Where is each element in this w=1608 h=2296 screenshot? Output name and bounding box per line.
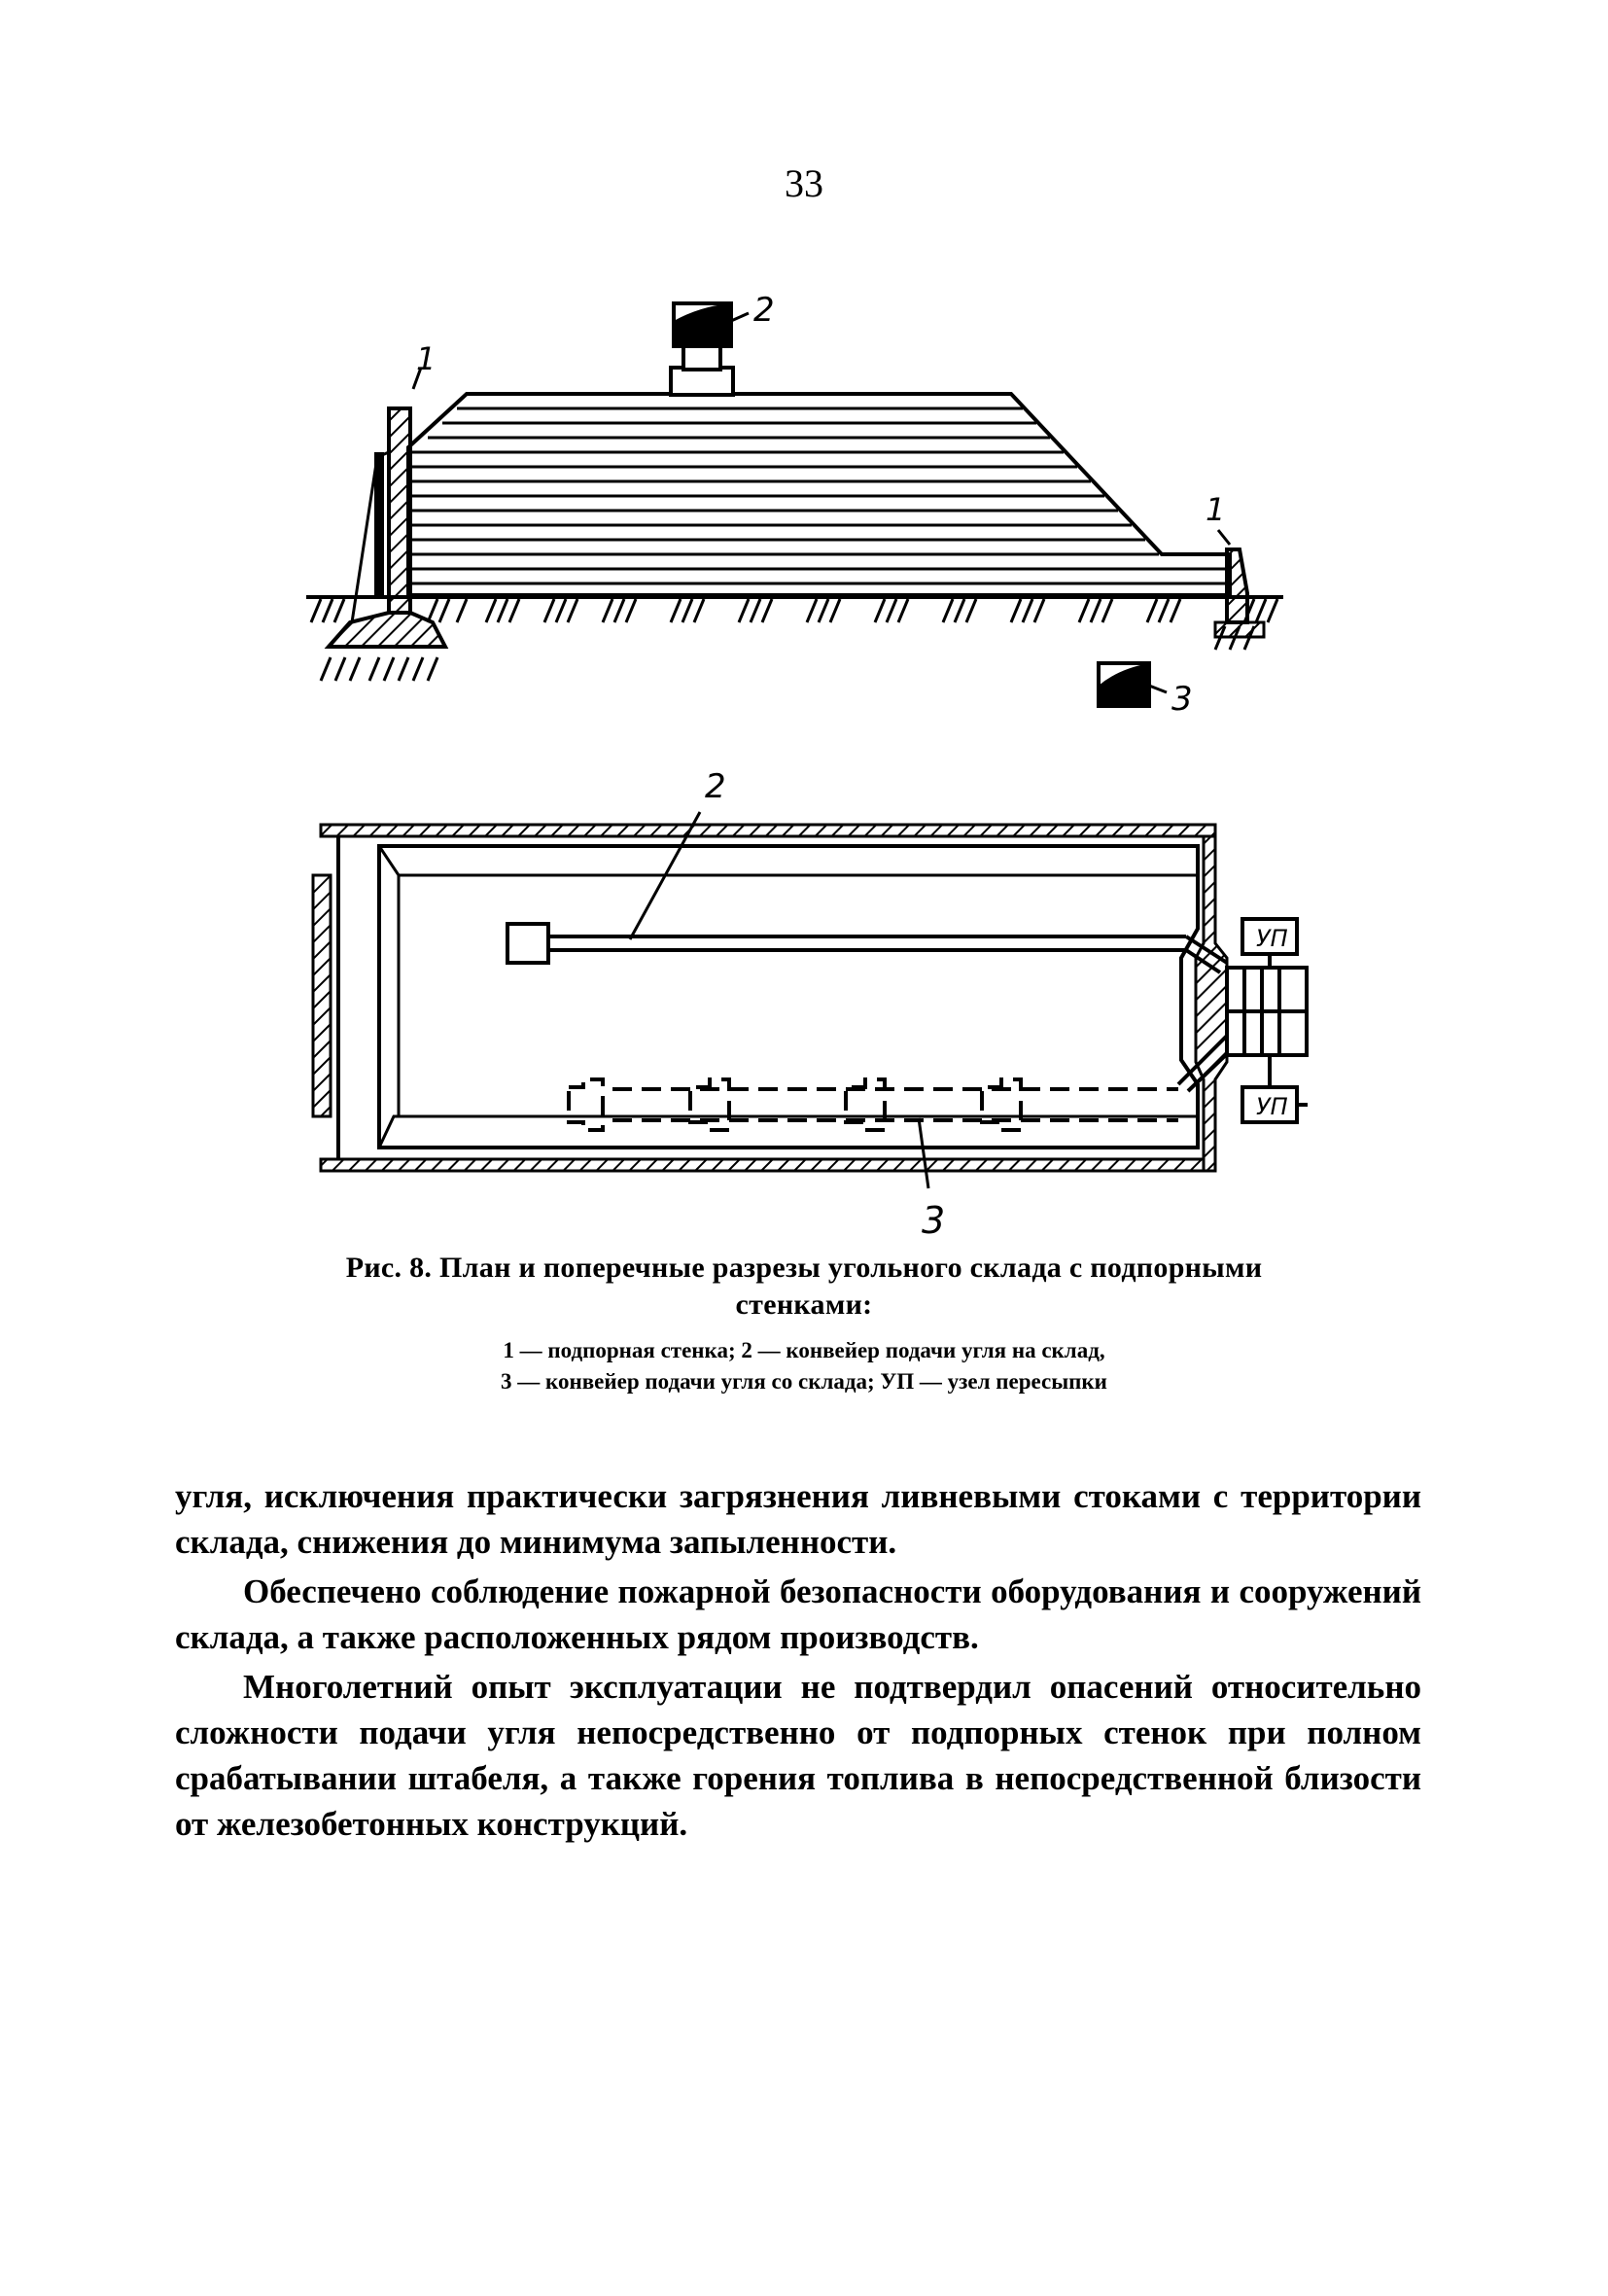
- paragraph-2: Обеспечено соблюдение пожарной безопасности оборудования и сооружений склада, а также расположенных рядом производств.: [175, 1572, 1421, 1656]
- plan-transfer-block: [1227, 968, 1307, 1055]
- right-retaining-wall: [1227, 549, 1247, 622]
- cross-section: [306, 291, 1283, 719]
- label-3-plan: 3: [922, 1199, 946, 1242]
- plan-left-gate: [313, 875, 331, 1116]
- paragraph-3: Многолетний опыт эксплуатации не подтвердил опасений относительно сложности подачи угля непосредственно от подпорных стенок при полном срабатывании штабеля, а также горения топлива в непосредственной близости от железобетонных конструкций.: [175, 1668, 1421, 1843]
- plan-top-wall: [321, 825, 1215, 836]
- left-wall-footing: [329, 613, 445, 647]
- label-3-section: 3: [1171, 680, 1193, 719]
- plan-pile-outline: [379, 846, 1198, 1148]
- plan-right-wall: [1196, 836, 1227, 1171]
- left-wall-stem: [389, 408, 410, 613]
- conveyor-support: [671, 368, 733, 395]
- caption-legend: [292, 1335, 1316, 1397]
- label-2-plan: 2: [705, 767, 726, 806]
- figure-caption: [292, 1250, 1316, 1397]
- label-transfer-bottom: УП: [1256, 1093, 1288, 1120]
- plan-conveyor-3: [569, 1079, 1178, 1130]
- caption-title: Рис. 8. План и поперечные разрезы угольного склада с подпорными стенками:: [345, 1252, 1263, 1321]
- plan-bottom-wall: [321, 1159, 1204, 1171]
- label-1-left: 1: [416, 340, 437, 377]
- plan-view: [313, 767, 1308, 1242]
- label-transfer-top: УП: [1256, 925, 1288, 952]
- legend-line-2: 3 — конвейер подачи угля со склада; УП — узел пересыпки: [501, 1369, 1107, 1394]
- page-number: 33: [785, 161, 823, 205]
- label-2-top: 2: [753, 291, 775, 330]
- legend-line-1: 1 — подпорная стенка; 2 — конвейер подачи угля на склад,: [503, 1338, 1105, 1362]
- body-text: [175, 1473, 1421, 1847]
- right-wall-footing: [1215, 622, 1264, 637]
- label-1-right: 1: [1206, 491, 1226, 528]
- plan-conveyor-2-head: [507, 924, 548, 963]
- paragraph-1: угля, исключения практически загрязнения ливневыми стоками с территории склада, снижения до минимума запыленности.: [175, 1477, 1421, 1561]
